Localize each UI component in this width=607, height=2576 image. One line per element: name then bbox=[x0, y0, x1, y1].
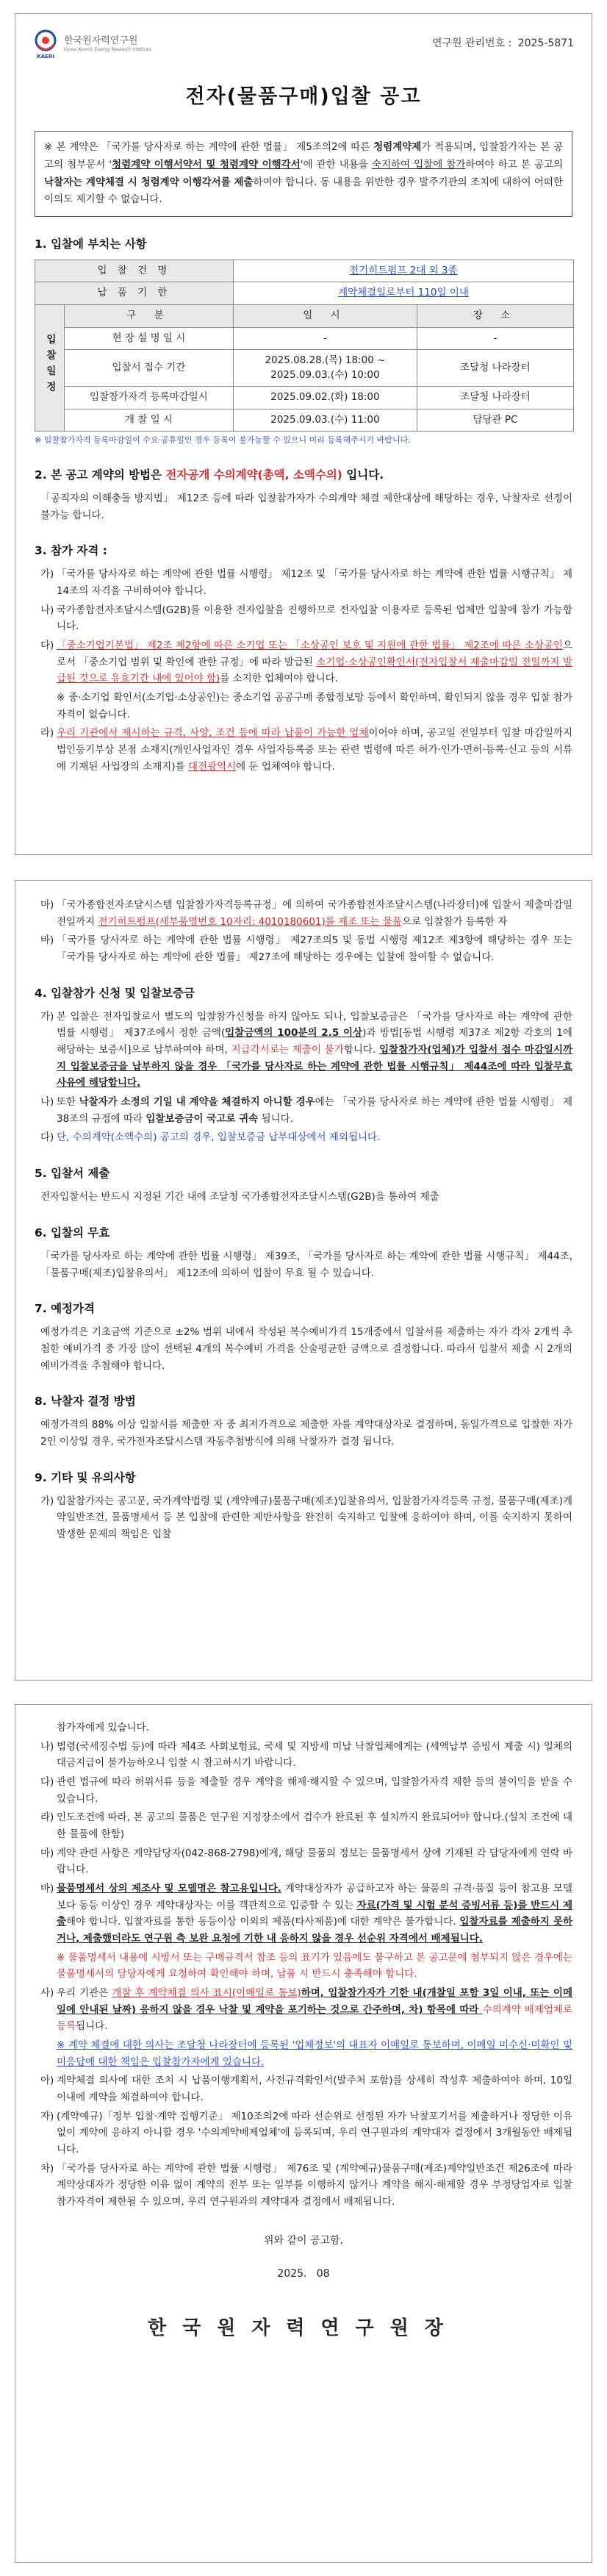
item-text: 단, 수의계약(소액수의) 공고의 경우, 입찰보증금 납부대상에서 제외됩니다. bbox=[57, 1131, 381, 1144]
list-item bbox=[40, 1985, 572, 2035]
item-number: 차) bbox=[40, 2162, 54, 2175]
section-4-body bbox=[40, 1009, 572, 1146]
item-red: 대전광역시 bbox=[187, 760, 237, 773]
s2-title-red: 전자공개 수의계약(총액, 소액수의) bbox=[165, 468, 342, 482]
item-plain: 본 입찰은 전자입찰로서 별도의 입찰참가신청을 하지 않아도 되나, 입찰보증금은 「국가를 당사자로 하는 계약에 관한 법률 시행령」 제37조에서 정한 금액( bbox=[57, 1010, 572, 1040]
item-text bbox=[57, 1985, 572, 2035]
item-text: 관련 법규에 따라 허위서류 등을 제출할 경우 계약을 해제·해지할 수 있으며, 입찰참가자격 제한 등의 불이익을 받을 수 있습니다. bbox=[57, 1776, 572, 1805]
section-7-title: 7. 예정가격 bbox=[35, 1302, 95, 1316]
item-red: 「중소기업기본법」 제2조 제2항에 따른 소기업 또는 「소상공인 보호 및 지원에 관한 법률」 제2조에 따른 소상공인 bbox=[57, 639, 563, 651]
bid-info-table bbox=[35, 260, 574, 432]
col-type-header: 구 분 bbox=[64, 305, 233, 328]
item-number: 사) bbox=[40, 1987, 54, 2000]
section-6-title: 6. 입찰의 무효 bbox=[35, 1226, 110, 1239]
item-text: (계약예규)「정부 입찰·계약 집행기준」 제10조의2에 따라 선순위로 선정된 자가 낙찰포기서를 제출하거나 정당한 이유 없이 계약에 응하지 아니할 경우 '수의계약배제업체'에 등록되며, 우리 연구원과의 계약대자 결정에서 3개월동안 배제됩니다. bbox=[57, 2110, 572, 2156]
list-item bbox=[40, 2161, 572, 2211]
list-item bbox=[40, 897, 572, 930]
col-date-header: 일 시 bbox=[233, 305, 417, 328]
item-plain: 또한 bbox=[57, 1096, 79, 1109]
item-plain: 이어야 하며, 공고일 전일부터 입찰 마감일까지 법인등기부상 본점 소재지(개인사업자인 경우 사업자등록증 또는 관련 법령에 따른 허가·인가·면허·등록·신고 등의 서류에 기재된 사업장의 소재지)를 bbox=[57, 727, 572, 773]
item-text: 계약체결 의사에 대한 조치 시 납품이행계획서, 사전규격확인서(발주처 포함)를 상세히 작성후 제출하여야 하며, 10일 이내에 계약을 체결하여야 합니다. bbox=[57, 2075, 572, 2104]
item-number: 가) bbox=[40, 568, 54, 581]
section-2-title bbox=[35, 465, 572, 484]
mgmt-label: 연구원 관리번호 : bbox=[431, 37, 512, 50]
page-3 bbox=[15, 1704, 592, 2563]
schedule-side-text: 입찰일정 bbox=[43, 333, 56, 397]
item-red: 전기히트펌프(세부품명번호 10자리: 4010180601)를 제조 또는 물품 bbox=[98, 915, 402, 928]
item-text bbox=[57, 1009, 572, 1092]
notice-text: 가 적용되며, 입찰참가자는 본 공고의 첨부문서 ' bbox=[44, 141, 563, 171]
item-text: 국가종합전자조달시스템(G2B)를 이용한 전자입찰을 진행하므로 전자입찰 이용자로 등록된 업체만 입찰에 참가 가능합니다. bbox=[57, 604, 572, 633]
row-date: 2025.08.28.(목) 18:00 ~ 2025.09.03.(수) 10:00 bbox=[233, 350, 417, 387]
signer-name: 한국원자력연구원장 bbox=[147, 2316, 460, 2339]
item-red: 개찰 후 계약체결 의사 표시(이메일로 통보) bbox=[112, 1987, 301, 2000]
row-place: - bbox=[417, 327, 573, 350]
item-text: 계약 관련 사항은 계약담당자(042-868-2798)에게, 해당 물품의 정보는 물품명세서 상에 기재된 각 담당자에게 연락 바랍니다. bbox=[57, 1847, 572, 1876]
item-number: 바) bbox=[40, 1883, 54, 1895]
item-text: 「국가를 당사자로 하는 계약에 관한 법률 시행령」 제27조의5 및 동법 시행령 제12조 제3항에 해당하는 경우 또는 「국가를 당사자로 하는 계약에 관한 법률」 제27조에 해당하는 경우에는 입찰에 참여할 수 없습니다. bbox=[57, 934, 572, 964]
section-5-body: 전자입찰서는 반드시 지정된 기간 내에 조달청 국가종합전자조달시스템(G2B)을 통하여 제출 bbox=[40, 1191, 439, 1203]
list-item bbox=[40, 725, 572, 775]
mgmt-value: 2025-5871 bbox=[517, 37, 574, 50]
notice-bold: 낙찰자는 계약체결 시 청렴계약 이행각서를 제출 bbox=[44, 176, 254, 188]
row-place: 조달청 나라장터 bbox=[417, 350, 573, 387]
table-row bbox=[35, 327, 574, 350]
list-item bbox=[40, 2108, 572, 2158]
announcement-date: 2025. 08 bbox=[277, 2268, 330, 2280]
bid-name-value: 전기히트펌프 2대 외 3종 bbox=[233, 260, 573, 282]
management-number bbox=[429, 35, 574, 53]
item-bold: 물품명세서 상의 제조사 및 모델명은 참고용입니다. bbox=[57, 1883, 281, 1895]
row-type: 입찰참가자격 등록마감일시 bbox=[64, 387, 233, 409]
item-red: 지급각서로는 제출이 불가 bbox=[231, 1044, 344, 1056]
list-item bbox=[40, 1094, 572, 1127]
item-number: 가) bbox=[40, 1495, 54, 1507]
item-note: ※ 중·소기업 확인서(소기업·소상공인)는 중소기업 공공구매 종합정보망 등에서 확인하며, 확인되지 않을 경우 입찰 참가 자격이 없습니다. bbox=[57, 691, 572, 720]
item-note: ※ 물품명세서 내용에 시방서 또는 구매규격서 참조 등의 표기가 있음에도 불구하고 본 공고문에 첨부되지 않은 경우에는 물품명세서의 담당자에게 요청하여 확인해야 하며, 납품 시 반드시 충족해야 합니다. bbox=[57, 1951, 572, 1981]
item-number: 라) bbox=[40, 727, 54, 740]
deadline-value: 계약체결일로부터 110일 이내 bbox=[233, 282, 573, 305]
section-5-title: 5. 입찰서 제출 bbox=[35, 1167, 110, 1181]
item-plain: 해야 합니다. 입찰자료를 통한 동등이상 이외의 제품(타사제품)에 대한 계약은 불가합니다. bbox=[66, 1916, 460, 1928]
document-header bbox=[15, 14, 592, 60]
item-bold: 입찰참가자(업체)가 입찰서 접수 마감일시까지 입찰보증금을 납부하지 않을 경우 「국가를 당사자로 하는 계약에 관한 법률 시행규칙」 제44조에 따라 입찰무효 사유에 해당합니다. bbox=[57, 1044, 572, 1090]
section-3-cont bbox=[40, 897, 572, 966]
item-plain: 「국가종합전자조달시스템 입찰참가자격등록규정」에 의하여 국가종합전자조달시스템(나라장터)에 입찰서 제출마감일 전일까지 bbox=[57, 899, 572, 928]
org-name-en: Korea Atomic Energy Research Institute bbox=[64, 47, 151, 53]
table-row bbox=[35, 409, 574, 432]
deadline-label: 납 품 기 한 bbox=[35, 282, 234, 305]
notice-underline: 숙지하여 입찰에 참가 bbox=[371, 158, 466, 171]
row-type: 현 장 설 명 일 시 bbox=[64, 327, 233, 350]
document-title: 전자(물품구매)입찰 공고 bbox=[185, 85, 422, 108]
item-text bbox=[57, 637, 572, 687]
integrity-notice bbox=[35, 131, 572, 217]
notice-text: ※ 본 계약은 「국가를 당사자로 하는 계약에 관한 법률」 제5조의2에 따른 bbox=[44, 141, 374, 154]
section-4-title: 4. 입찰참가 신청 및 입찰보증금 bbox=[35, 986, 195, 1000]
item-number: 다) bbox=[40, 1776, 54, 1789]
item-number: 나) bbox=[40, 1096, 54, 1109]
item-bold: 입찰보증금이 국고로 귀속 bbox=[146, 1112, 259, 1125]
item-text bbox=[57, 897, 572, 930]
list-item bbox=[40, 1009, 572, 1092]
kaeri-logo-icon bbox=[33, 29, 58, 60]
item-plain: 에는 「국가를 당사자로 하는 계약에 관한 법률 시행령」 제38조의 규정에 따라 bbox=[57, 1096, 572, 1125]
section-3-title: 3. 참가 자격 : bbox=[35, 544, 107, 558]
list-item bbox=[40, 1809, 572, 1842]
row-type: 입찰서 접수 기간 bbox=[64, 350, 233, 387]
item-number: 바) bbox=[40, 934, 54, 947]
page-1 bbox=[15, 13, 592, 855]
item-number: 아) bbox=[40, 2075, 54, 2087]
row-date: 2025.09.03.(수) 11:00 bbox=[233, 409, 417, 432]
svg-text:KAERI: KAERI bbox=[37, 54, 54, 60]
item-plain: 으로 입찰참가 등록한 자 bbox=[401, 915, 508, 928]
item-text: 입찰참가자는 공고문, 국가계약법령 및 (계약예규)물품구매(제조)입찰유의서, 입찰참가자격등록 규정, 물품구매(제조)계약일반조건, 물품명세서 등 본 입찰에 관련한 제반사항을 완전히 숙지하고 입찰에 응하여야 하며, 이를 숙지하지 못하여 발생한 문제의 책임은 입찰 bbox=[57, 1495, 572, 1540]
item-bold: 하며, 입찰참가자가 기한 내(개찰일 포함 3일 이내, 또는 이메일에 안내된 날짜) 응하지 않을 경우 낙찰 및 계약을 포기하는 것으로 간주하며, 차) 항목에 따라 bbox=[57, 1987, 572, 2016]
row-place: 조달청 나라장터 bbox=[417, 387, 573, 409]
list-item bbox=[40, 1493, 572, 1543]
item-text bbox=[57, 1881, 572, 1947]
item-plain: 를 소지한 업체여야 합니다. bbox=[220, 673, 338, 685]
item-continuation: 참가자에게 있습니다. bbox=[57, 1722, 149, 1734]
item-number: 나) bbox=[40, 1740, 54, 1753]
item-text: 법령(국세징수법 등)에 따라 제4조 사회보험료, 국세 및 지방세 미납 낙찰업체에게는 (세액납부 증빙서 제출 시) 일체의 대금지급이 불가능하오니 입찰 시 참고하시기 바랍니다. bbox=[57, 1740, 572, 1770]
item-number: 가) bbox=[40, 1010, 54, 1023]
section-9-title: 9. 기타 및 유의사항 bbox=[35, 1470, 136, 1484]
list-item bbox=[40, 1774, 572, 1807]
table-note: ※ 입찰참가자격 등록마감일이 수요·공휴일인 경우 등록이 불가능할 수 있으니 미리 등록해주시기 바랍니다. bbox=[35, 435, 411, 446]
s2-title-a: 2. 본 공고 계약의 방법은 bbox=[35, 468, 166, 482]
item-plain: 계약대상자가 공급하고자 하는 물품의 규격·품질 등이 참고용 모델보다 동등 이상인 경우 계약대상자는 이를 객관적으로 입증할 수 있는 bbox=[57, 1883, 572, 1911]
item-number: 라) bbox=[40, 1811, 54, 1824]
schedule-side-label bbox=[35, 305, 65, 432]
item-bold: 입찰금액의 100분의 2.5 이상 bbox=[225, 1027, 363, 1040]
section-9-body bbox=[40, 1493, 572, 1543]
list-item bbox=[40, 1129, 572, 1146]
list-item bbox=[40, 1845, 572, 1878]
section-3-body bbox=[40, 566, 572, 775]
table-row bbox=[35, 350, 574, 387]
org-name-kr: 한국원자력연구원 bbox=[64, 35, 138, 47]
item-plain: 됩니다. bbox=[258, 1112, 293, 1125]
row-type: 개 찰 일 시 bbox=[64, 409, 233, 432]
closing-statement: 위와 같이 공고함. bbox=[263, 2234, 344, 2247]
item-bold: 자료(가격 및 시험 분석 증빙서류 등)를 반드시 제출 bbox=[57, 1899, 572, 1928]
notice-text: 하여야 하고 본 공고의 bbox=[465, 158, 563, 171]
section-7-body: 예정가격은 기초금액 기준으로 ±2% 범위 내에서 작성된 복수예비가격 15개중에서 입찰서를 제출하는 자가 각자 2개씩 추첨한 예비가격 중 가장 많이 선택된 4개의 복수예비 가격을 산술평균한 금액으로 결정합니다. 따라서 입찰서 제출 시 2개의 예비가격을 추첨해야 합니다. bbox=[40, 1326, 572, 1372]
section-9-cont bbox=[40, 1720, 572, 2211]
row-place: 담당관 PC bbox=[417, 409, 573, 432]
notice-bold: 청렴계약제 bbox=[373, 141, 422, 154]
item-bold: 낙찰자가 소정의 기일 내 계약을 체결하지 아니할 경우 bbox=[79, 1096, 315, 1109]
item-plain: 합니다. bbox=[343, 1044, 380, 1056]
section-2-body: 「공직자의 이해충돌 방지법」 제12조 등에 따라 입찰참가자가 수의계약 체결 제한대상에 해당하는 경우, 낙찰자로 선정이 불가능 합니다. bbox=[40, 492, 572, 521]
item-number: 마) bbox=[40, 1847, 54, 1859]
notice-bold: 청렴계약 이행서약서 및 청렴계약 이행각서 bbox=[112, 158, 301, 171]
item-note: ※ 계약 체결에 대한 의사는 조달청 나라장터에 등록된 '업체정보'의 대표자 이메일로 통보하며, 이메일 미수신·미확인 및 미응답에 대한 책임은 입찰참가자에게 있습니다. bbox=[57, 2039, 572, 2068]
item-plain: 우리 기관은 bbox=[57, 1987, 112, 2000]
item-red: 소기업·소상공인확인서(전자입찰서 제출마감일 전일까지 발급된 것으로 유효기간 내에 있어야 함) bbox=[57, 656, 572, 685]
page-2 bbox=[15, 880, 592, 1681]
item-text bbox=[57, 1094, 572, 1127]
list-item bbox=[40, 1739, 572, 1772]
row-date: 2025.09.02.(화) 18:00 bbox=[233, 387, 417, 409]
list-item bbox=[40, 1881, 572, 1947]
item-number: 다) bbox=[40, 1131, 54, 1144]
bid-name-label: 입 찰 건 명 bbox=[35, 260, 234, 282]
item-plain: 에 둔 업체여야 합니다. bbox=[236, 760, 335, 773]
list-item bbox=[40, 637, 572, 687]
s2-title-b: 입니다. bbox=[342, 468, 384, 482]
item-red: 수의계약 배제업체로 등록 bbox=[57, 2003, 572, 2033]
section-1-title: 1. 입찰에 부치는 사항 bbox=[35, 237, 147, 251]
item-plain: 으로서 「중소기업 범위 및 확인에 관한 규정」에 따라 발급된 bbox=[57, 639, 572, 668]
col-place-header: 장 소 bbox=[417, 305, 573, 328]
list-item bbox=[40, 566, 572, 599]
table-row bbox=[35, 387, 574, 409]
item-number: 나) bbox=[40, 604, 54, 616]
notice-text: 하여야 합니다. 동 내용을 위반한 경우 발주기관의 조치에 대하여 어떠한 이의도 제기할 수 없습니다. bbox=[44, 176, 563, 206]
list-item bbox=[40, 602, 572, 635]
section-8-body: 예정가격의 88% 이상 입찰서를 제출한 자 중 최저가격으로 제출한 자를 계약대상자로 결정하며, 동일가격으로 입찰한 자가 2인 이상일 경우, 국가전자조달시스템 자동추첨방식에 의해 낙찰자가 결정 됩니다. bbox=[40, 1419, 572, 1448]
item-plain: 됩니다. bbox=[76, 2020, 108, 2033]
item-red: 우리 기관에서 제시하는 규격, 사양, 조건 등에 따라 납품이 가능한 업체 bbox=[57, 727, 369, 740]
item-text: 인도조건에 따라, 본 공고의 물품은 연구원 지정장소에서 검수가 완료된 후 설치까지 완료되어야 합니다.(설치 조건에 대한 물품에 한함) bbox=[57, 1811, 572, 1841]
section-6-body: 「국가를 당사자로 하는 계약에 관한 법률 시행령」 제39조, 「국가를 당사자로 하는 계약에 관한 법률 시행규칙」 제44조, 「물품구매(제조)입찰유의서」 제12조에 의하여 입찰이 무효 될 수 있습니다. bbox=[40, 1250, 572, 1279]
list-item bbox=[40, 2072, 572, 2105]
item-plain: )과 방법[동법 시행령 제37조 제2항 각호의 1에 해당하는 보증서]으로 납부하여야 하며, bbox=[57, 1027, 572, 1056]
row-date: - bbox=[233, 327, 417, 350]
section-8-title: 8. 낙찰자 결정 방법 bbox=[35, 1395, 136, 1409]
item-text bbox=[57, 725, 572, 775]
item-bold: 입찰자료를 제출하지 못하거나, 제출했더라도 연구원 측 보완 요청에 기한 내 응하지 않을 경우 선순위 자격에서 배제됩니다. bbox=[57, 1916, 572, 1945]
item-number: 자) bbox=[40, 2110, 54, 2122]
item-text: 「국가를 당사자로 하는 계약에 관한 법률 시행령」 제12조 및 「국가를 당사자로 하는 계약에 관한 법률 시행규칙」 제14조의 자격을 구비하여야 합니다. bbox=[57, 568, 572, 597]
item-number: 마) bbox=[40, 899, 54, 911]
list-item bbox=[40, 932, 572, 965]
org-logo bbox=[33, 29, 151, 60]
item-text: 「국가를 당사자로 하는 계약에 관한 법률 시행령」 제76조 및 (계약예규)물품구매(제조)계약일반조건 제26조에 따라 계약상대자가 정당한 이유 없이 계약의 전부 또는 일부를 이행하지 않거나 계약을 해지·해제할 경우 부정당업자로 입찰참가자격이 제한될 수 있으며, 우리 연구원과의 계약대자 결정에서 배제됩니다. bbox=[57, 2162, 572, 2208]
item-number: 다) bbox=[40, 639, 54, 651]
notice-text: '에 관한 내용을 bbox=[300, 158, 372, 171]
